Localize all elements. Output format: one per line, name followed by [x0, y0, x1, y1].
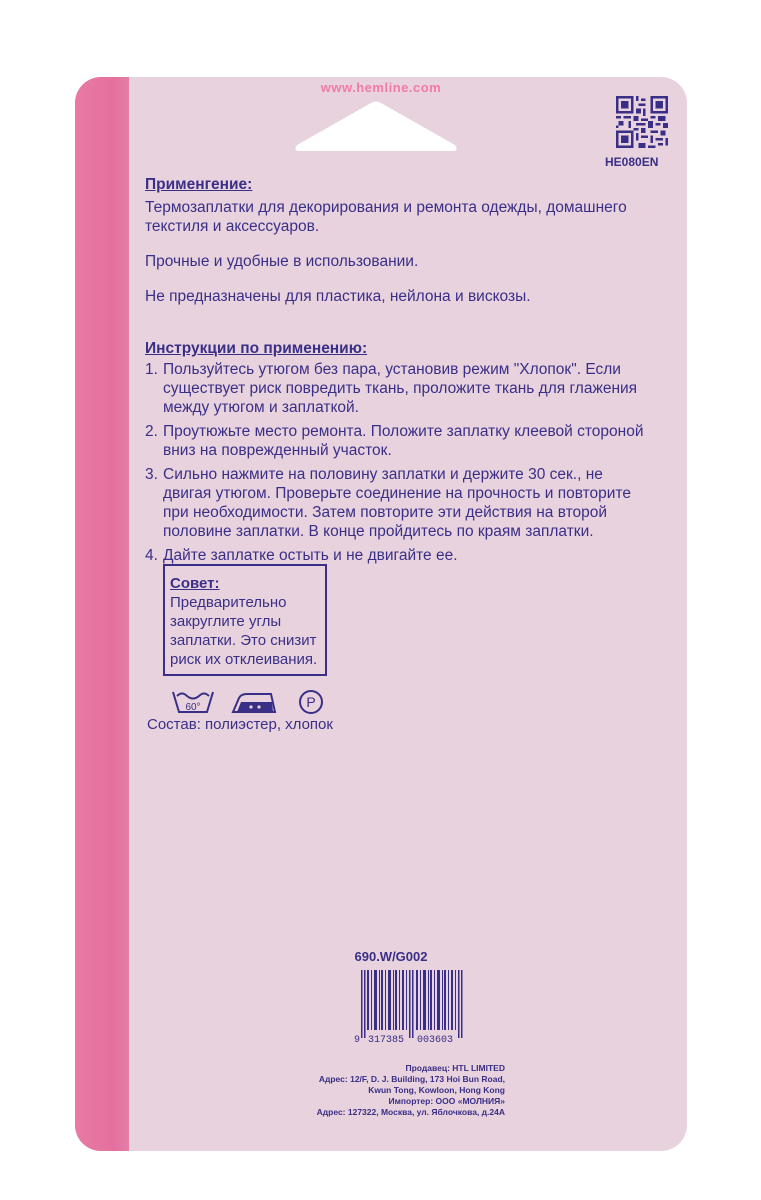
instruction-step: 3. Сильно нажмите на половину заплатки и держите 30 сек., не двигая утюгом. Проверьте соединение на прочность и повторите при необходимости. Затем повторите эти действия на второй половине заплатки. В конце пройдитесь по краям заплатки. [145, 466, 632, 540]
qr-code-icon [616, 96, 668, 148]
text-content [145, 175, 645, 570]
legal-line: Kwun Tong, Kowloon, Hong Kong [368, 1085, 505, 1095]
instruction-step: 2. Проутюжьте место ремонта. Положите заплатку клеевой стороной вниз на поврежденный участок. [145, 423, 644, 459]
application-paragraph: Не предназначены для пластика, нейлона и вискозы. [145, 288, 531, 305]
dry-clean-p-icon [300, 691, 322, 713]
application-paragraph: Термозаплатки для декорирования и ремонта одежды, домашнего текстиля и аксессуаров. [145, 199, 627, 235]
wash-60-icon [173, 692, 213, 713]
barcode-icon [353, 970, 471, 1048]
legal-info [305, 1063, 505, 1118]
packaging-card [75, 77, 687, 1151]
sku-code: 690.W/G002 [354, 949, 428, 964]
instruction-step: 4. Дайте заплатке остыть и не двигайте ее. [145, 547, 458, 564]
application-heading: Применгение: [145, 176, 253, 193]
pink-side-stripe [75, 77, 129, 1151]
instructions-list [145, 360, 645, 565]
barcode-left-digits: 317385 [367, 1035, 405, 1046]
instructions-heading: Инструкции по применению: [145, 340, 368, 357]
legal-line: Адрес: 12/F, D. J. Building, 173 Hoi Bun Road, [318, 1074, 505, 1084]
barcode-first-digit: 9 [354, 1035, 361, 1046]
barcode-right-digits: 003603 [416, 1035, 454, 1046]
iron-medium-icon [233, 694, 275, 712]
legal-line: Адрес: 127322, Москва, ул. Яблочкова, д.24А [316, 1107, 505, 1117]
tip-text: Предварительно закруглите углы заплатки. Это снизит риск их отклеивания. [170, 594, 318, 668]
qr-code-label: HE080EN [605, 155, 659, 169]
application-paragraph: Прочные и удобные в использовании. [145, 253, 419, 270]
hanger-hole-icon [291, 97, 461, 157]
wash-temp-label: 60° [185, 702, 201, 713]
tip-title: Совет: [170, 575, 220, 592]
composition-text: Состав: полиэстер, хлопок [147, 716, 333, 733]
instruction-step: 1. Пользуйтесь утюгом без пара, установив режим "Хлопок". Если существует риск повредить ткань, проложите ткань для глажения между утюгом и заплаткой. [145, 361, 638, 416]
website-url: www.hemline.com [320, 80, 442, 95]
legal-line: Импортер: ООО «МОЛНИЯ» [388, 1096, 505, 1106]
dry-clean-label: P [306, 694, 316, 710]
legal-line: Продавец: HTL LIMITED [405, 1063, 505, 1073]
tip-box [163, 564, 327, 676]
